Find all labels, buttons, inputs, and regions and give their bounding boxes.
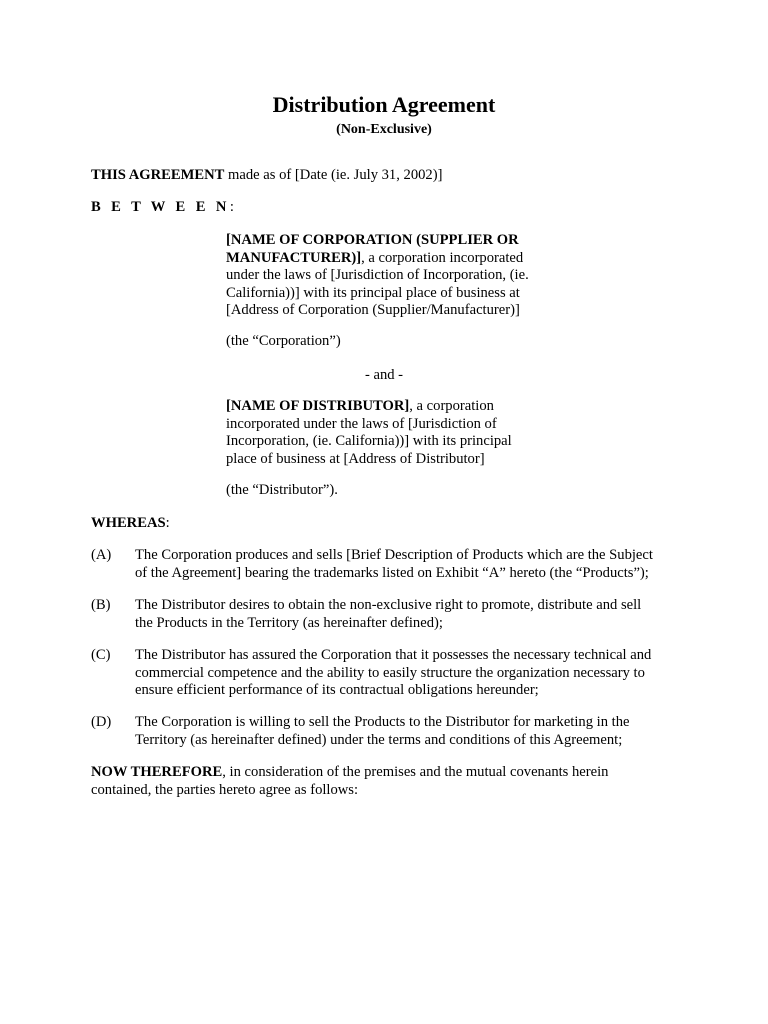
party2-line1-text: , a corporation bbox=[409, 398, 494, 414]
party1-line2 bbox=[226, 250, 546, 268]
between-colon: : bbox=[229, 199, 234, 215]
party2-line1 bbox=[226, 398, 546, 416]
intro-bold: THIS AGREEMENT bbox=[91, 167, 225, 183]
now-therefore-text: , in consideration of the premises and the mutual covenants herein bbox=[222, 764, 609, 780]
recital-line: The Distributor has assured the Corporation that it possesses the necessary technical and bbox=[135, 647, 652, 663]
between-heading bbox=[91, 199, 691, 217]
party1-line5: [Address of Corporation (Supplier/Manufacturer)] bbox=[226, 302, 520, 319]
party1-defined-term: (the “Corporation”) bbox=[226, 333, 341, 349]
now-therefore-bold: NOW THEREFORE bbox=[91, 764, 223, 780]
document-subtitle: (Non-Exclusive) bbox=[336, 122, 432, 137]
recital-line: commercial competence and the ability to easily structure the organization necessary to bbox=[135, 664, 645, 681]
intro-text: made as of [Date (ie. July 31, 2002)] bbox=[224, 167, 443, 183]
party1-name-line1: [NAME OF CORPORATION (SUPPLIER OR bbox=[226, 232, 519, 248]
whereas-heading bbox=[91, 515, 691, 533]
whereas-bold: WHEREAS bbox=[91, 515, 166, 531]
party2-line3: Incorporation, (ie. California))] with its principal bbox=[226, 433, 512, 450]
party1-line4: California))] with its principal place of business at bbox=[226, 284, 520, 301]
party1-line2-text: , a corporation incorporated bbox=[361, 249, 524, 266]
party2-line4: place of business at [Address of Distributor] bbox=[226, 450, 485, 467]
recital-line: The Corporation produces and sells [Brief Description of Products which are the Subject bbox=[135, 547, 653, 563]
between-bold: B E T W E E N bbox=[91, 199, 230, 215]
party2-name: [NAME OF DISTRIBUTOR] bbox=[226, 398, 410, 414]
document-title: Distribution Agreement bbox=[272, 92, 496, 117]
recital-line: of the Agreement] bearing the trademarks listed on Exhibit “A” hereto (the “Products”); bbox=[135, 564, 649, 581]
party1-name-line2: MANUFACTURER)] bbox=[226, 249, 362, 266]
recital-line: The Distributor desires to obtain the non-exclusive right to promote, distribute and sell bbox=[135, 597, 642, 613]
recital-label: (B) bbox=[91, 597, 111, 613]
recital-line: ensure efficient performance of its contractual obligations hereunder; bbox=[135, 682, 539, 699]
now-therefore-line2: contained, the parties hereto agree as follows: bbox=[91, 781, 359, 798]
party2-line2: incorporated under the laws of [Jurisdiction of bbox=[226, 415, 497, 432]
and-separator: - and - bbox=[364, 367, 404, 383]
recital-line: the Products in the Territory (as hereinafter defined); bbox=[135, 614, 443, 631]
recital-label: (D) bbox=[91, 714, 112, 730]
party1-line3: under the laws of [Jurisdiction of Incorporation, (ie. bbox=[226, 267, 529, 284]
recital-line: Territory (as hereinafter defined) under the terms and conditions of this Agreement; bbox=[135, 731, 623, 748]
recital-label: (A) bbox=[91, 547, 112, 563]
party2-defined-term: (the “Distributor”). bbox=[226, 482, 338, 498]
intro-paragraph bbox=[91, 167, 691, 185]
now-therefore-line1 bbox=[91, 764, 691, 782]
whereas-colon: : bbox=[165, 515, 170, 531]
recital-label: (C) bbox=[91, 647, 111, 663]
recital-line: The Corporation is willing to sell the Products to the Distributor for marketing in the bbox=[135, 714, 630, 730]
